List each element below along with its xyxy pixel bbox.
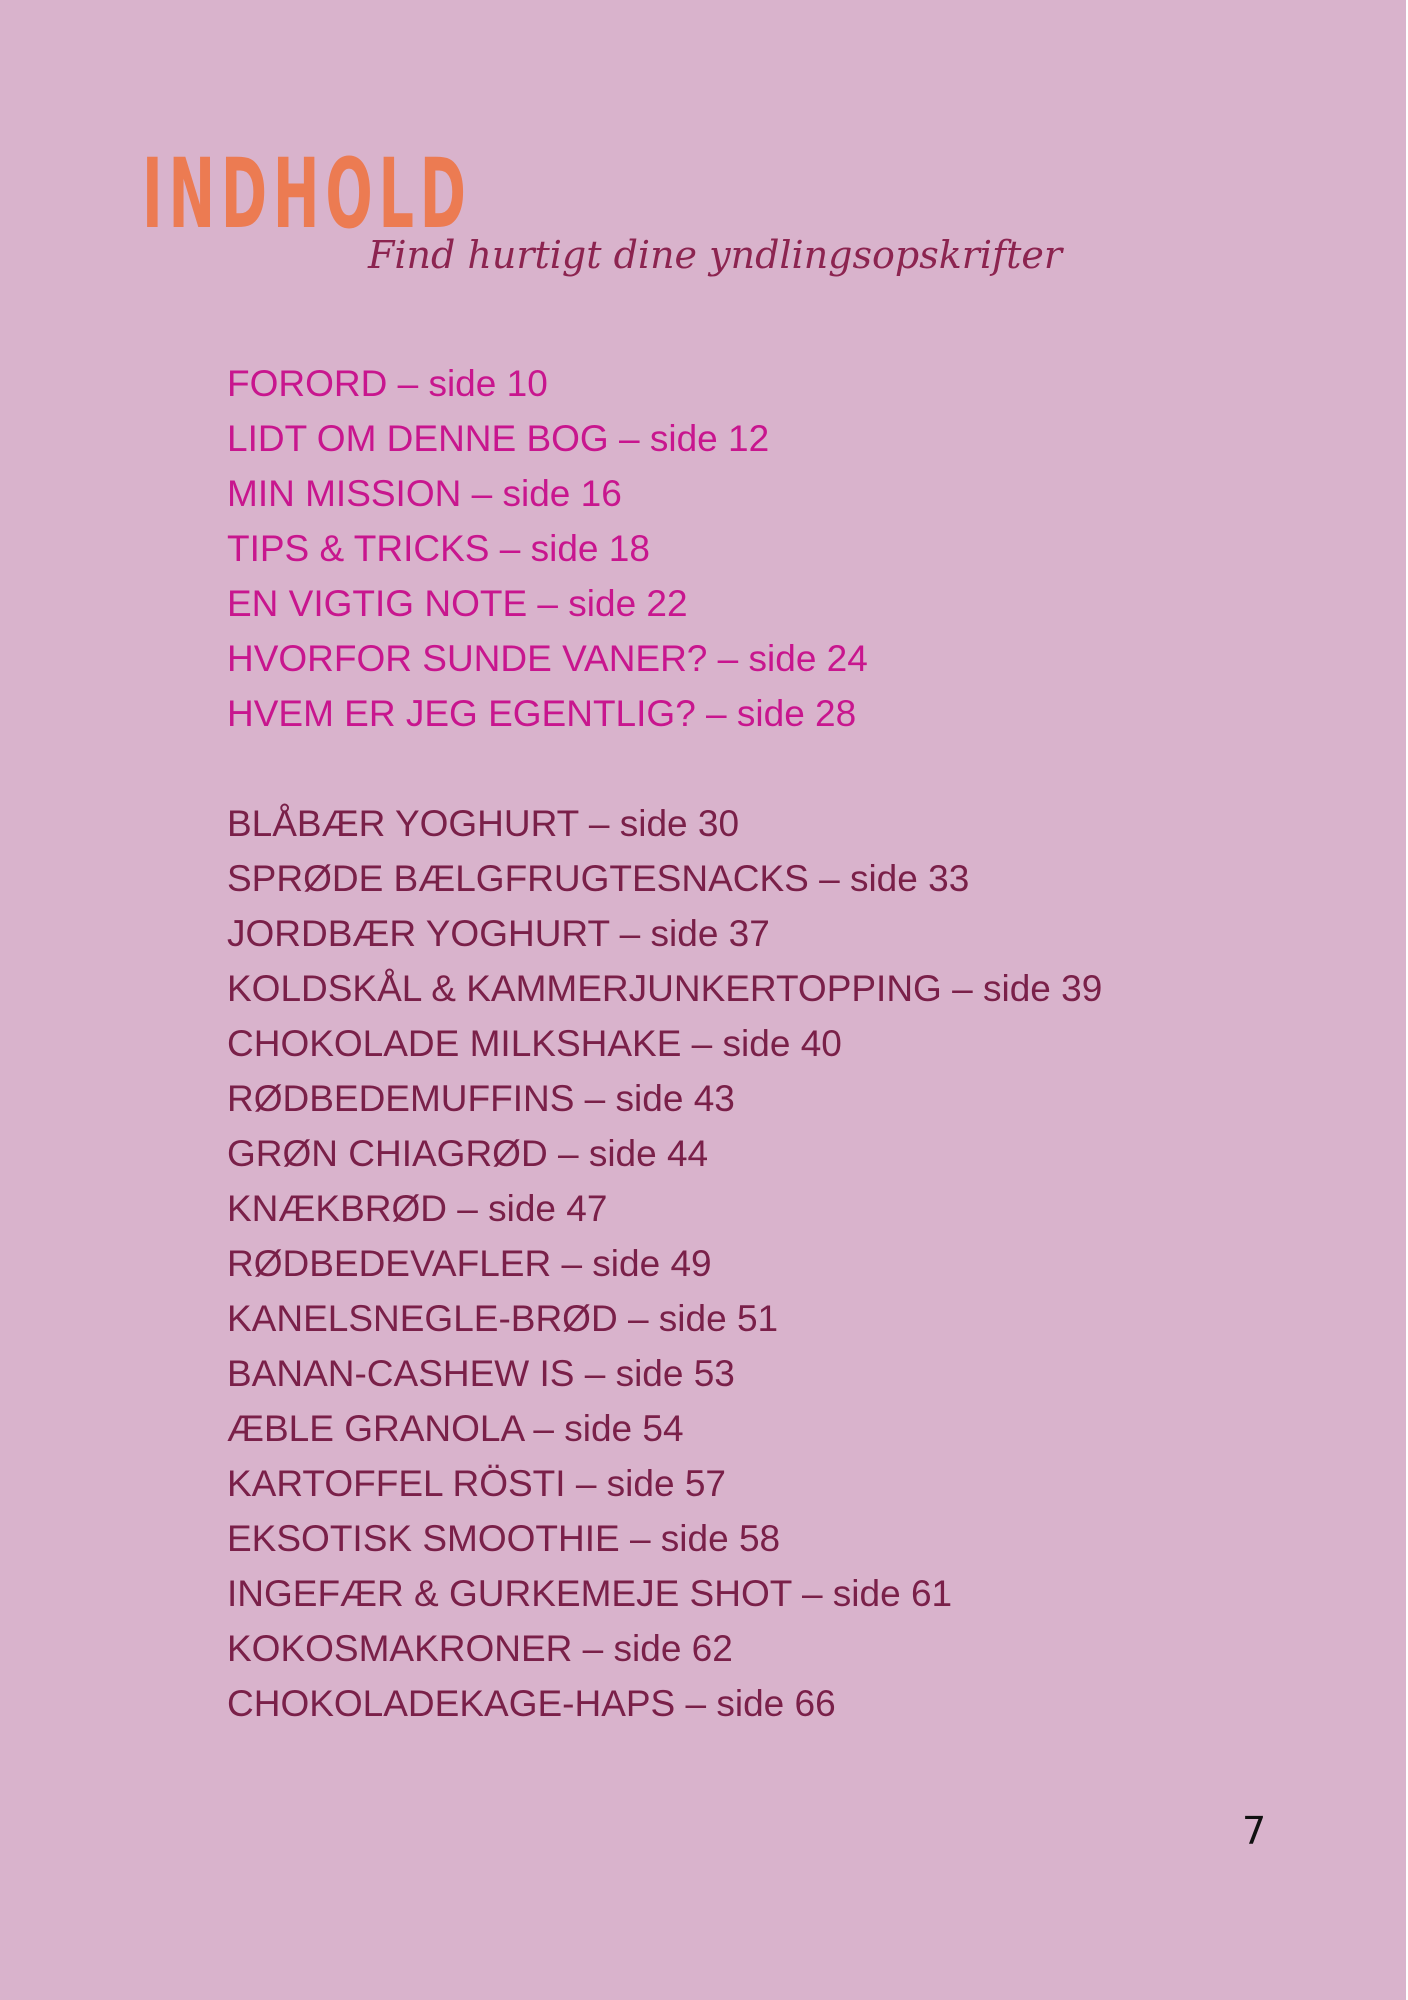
- toc-recipes-list: [227, 796, 1102, 1731]
- toc-entry[interactable]: TIPS & TRICKS – side 18: [227, 528, 650, 569]
- toc-recipe-entry[interactable]: BANAN-CASHEW IS – side 53: [227, 1353, 735, 1394]
- toc-recipe-entry[interactable]: SPRØDE BÆLGFRUGTESNACKS – side 33: [227, 858, 970, 899]
- toc-recipe-entry[interactable]: CHOKOLADEKAGE-HAPS – side 66: [227, 1683, 836, 1724]
- page-subtitle: Find hurtigt dine yndlingsopskrifter: [368, 233, 1063, 277]
- toc-recipe-entry[interactable]: JORDBÆR YOGHURT – side 37: [227, 913, 770, 954]
- toc-recipe-entry[interactable]: BLÅBÆR YOGHURT – side 30: [227, 803, 740, 844]
- toc-recipe-entry[interactable]: RØDBEDEMUFFINS – side 43: [227, 1078, 735, 1119]
- toc-recipe-entry[interactable]: RØDBEDEVAFLER – side 49: [227, 1243, 712, 1284]
- page-title: INDHOLD: [142, 138, 472, 250]
- toc-recipe-entry[interactable]: ÆBLE GRANOLA – side 54: [227, 1408, 684, 1449]
- toc-entry[interactable]: MIN MISSION – side 16: [227, 473, 622, 514]
- toc-recipe-entry[interactable]: KARTOFFEL RÖSTI – side 57: [227, 1463, 726, 1504]
- toc-recipe-entry[interactable]: KANELSNEGLE-BRØD – side 51: [227, 1298, 779, 1339]
- toc-intro-list: [227, 356, 868, 741]
- toc-recipe-entry[interactable]: KOKOSMAKRONER – side 62: [227, 1628, 733, 1669]
- toc-entry[interactable]: HVORFOR SUNDE VANER? – side 24: [227, 638, 868, 679]
- toc-entry[interactable]: LIDT OM DENNE BOG – side 12: [227, 418, 770, 459]
- toc-recipe-entry[interactable]: GRØN CHIAGRØD – side 44: [227, 1133, 709, 1174]
- toc-entry[interactable]: EN VIGTIG NOTE – side 22: [227, 583, 688, 624]
- toc-recipe-entry[interactable]: KNÆKBRØD – side 47: [227, 1188, 608, 1229]
- toc-recipe-entry[interactable]: EKSOTISK SMOOTHIE – side 58: [227, 1518, 781, 1559]
- toc-entry[interactable]: HVEM ER JEG EGENTLIG? – side 28: [227, 693, 857, 734]
- toc-recipe-entry[interactable]: KOLDSKÅL & KAMMERJUNKERTOPPING – side 39: [227, 968, 1103, 1009]
- toc-recipe-entry[interactable]: INGEFÆR & GURKEMEJE SHOT – side 61: [227, 1573, 953, 1614]
- toc-entry[interactable]: FORORD – side 10: [227, 363, 548, 404]
- page-number: 7: [1242, 1809, 1267, 1853]
- toc-recipe-entry[interactable]: CHOKOLADE MILKSHAKE – side 40: [227, 1023, 842, 1064]
